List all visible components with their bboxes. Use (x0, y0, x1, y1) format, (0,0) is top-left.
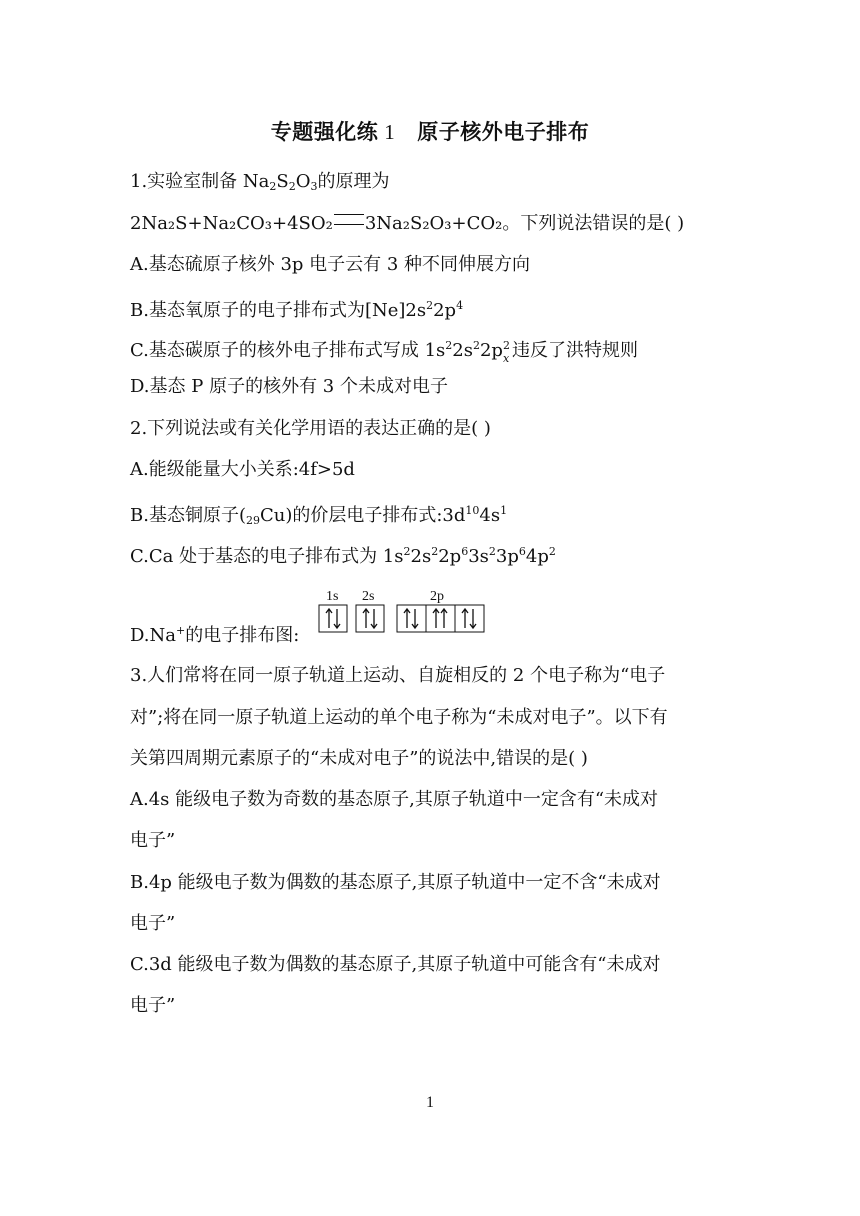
q1-stem-line1: 1.实验室制备 $Na_2S_2O_3$的原理为 (130, 171, 390, 193)
orbital-diagram (316, 588, 491, 636)
q2-stem: 2.下列说法或有关化学用语的表达正确的是( ) (130, 418, 491, 439)
orbital-label-2s: 2s (362, 589, 375, 604)
orbital-box-1s (319, 605, 347, 632)
equation-right: 3Na₂S₂O₃+CO₂ (364, 213, 503, 234)
q1-option-d: D.基态 P 原子的核外有 3 个未成对电子 (130, 376, 448, 397)
q1-option-a: A.基态硫原子核外 3p 电子云有 3 种不同伸展方向 (130, 254, 531, 275)
title-number: 1 (384, 120, 396, 144)
q1-option-c: C.基态碳原子的核外电子排布式写成 $1s^22s^22p$ 2 x 违反了洪特规则 (130, 339, 638, 365)
q1-option-b: B.基态氧原子的电子排布式为$[Ne]2s^22p^4$ (130, 299, 464, 321)
q3-option-a-line2: 电子” (130, 830, 176, 851)
q3-option-a-line1: A.4s 能级电子数为奇数的基态原子,其原子轨道中一定含有“未成对 (130, 789, 659, 810)
orbital-box-2s (356, 605, 384, 632)
title-text: 专题强化练 (270, 120, 379, 144)
equals-sign-icon (334, 214, 364, 225)
q3-stem-line1: 3.人们常将在同一原子轨道上运动、自旋相反的 2 个电子称为“电子 (130, 665, 666, 686)
q2-option-d: D.Na+的电子排布图: (130, 624, 300, 646)
q3-stem-line2: 对”;将在同一原子轨道上运动的单个电子称为“未成对电子”。以下有 (130, 707, 668, 728)
page-number: 1 (426, 1094, 434, 1111)
q3-option-c-line1: C.3d 能级电子数为偶数的基态原子,其原子轨道中可能含有“未成对 (130, 954, 661, 975)
orbital-box-2p (397, 605, 484, 632)
title-subtitle: 原子核外电子排布 (417, 120, 590, 144)
equation-left: 2Na₂S+Na₂CO₃+4SO₂ (130, 213, 333, 234)
q3-option-c-line2: 电子” (130, 995, 176, 1016)
q1-equation-line: 2Na₂S+Na₂CO₃+4SO₂ 3Na₂S₂O₃+CO₂。下列说法错误的是( ) (130, 213, 685, 234)
orbital-label-2p: 2p (430, 589, 444, 604)
q3-option-b-line2: 电子” (130, 913, 176, 934)
q3-stem-line3: 关第四周期元素原子的“未成对电子”的说法中,错误的是( ) (130, 748, 588, 769)
q3-option-b-line1: B.4p 能级电子数为偶数的基态原子,其原子轨道中一定不含“未成对 (130, 872, 661, 893)
orbital-label-1s: 1s (326, 589, 339, 604)
page-title (0, 116, 860, 146)
q2-option-c: C.Ca 处于基态的电子排布式为 $1s^22s^22p^63s^23p^64p^2$ (130, 545, 556, 567)
q2-option-b: B.基态铜原子$(_{29}Cu)$的价层电子排布式$:3d^{10}4s^1$ (130, 504, 508, 527)
q2-option-a: A.能级能量大小关系:4f>5d (130, 459, 355, 480)
